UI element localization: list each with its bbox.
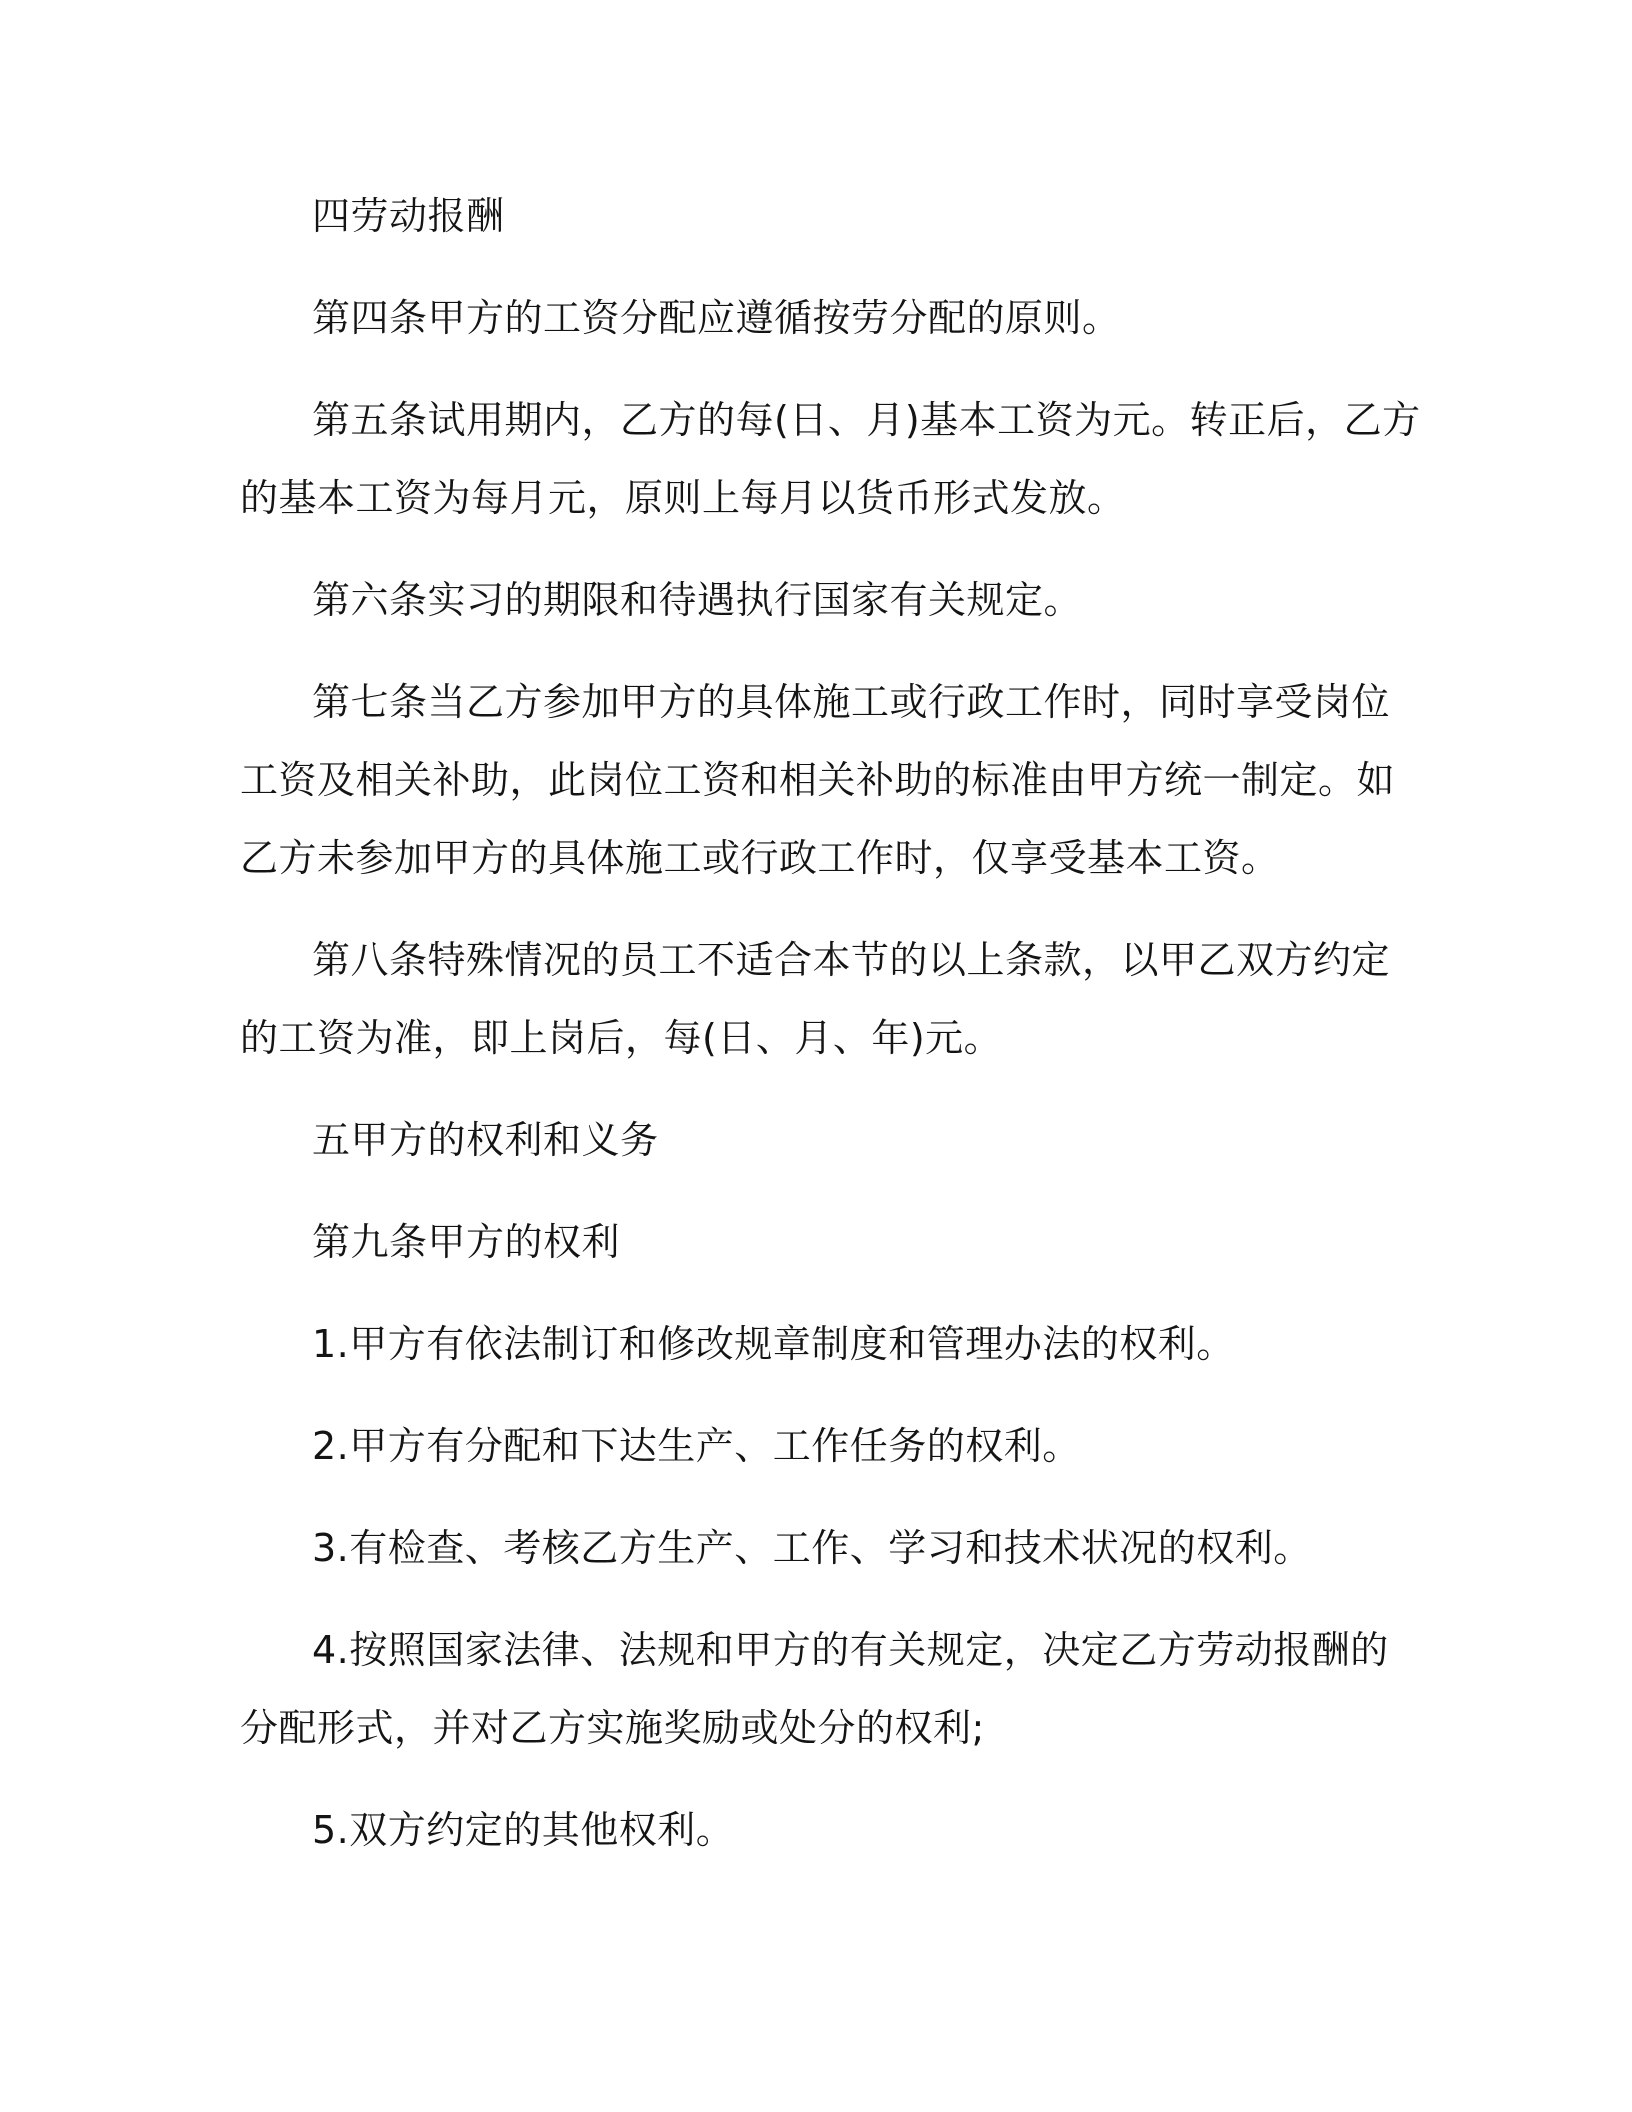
list-item-3: 3.有检查、考核乙方生产、工作、学习和技术状况的权利。 [312,1526,1312,1570]
article-5-line-1: 第五条试用期内，乙方的每(日、月)基本工资为元。转正后，乙方 [312,398,1421,442]
list-item-2: 2.甲方有分配和下达生产、工作任务的权利。 [312,1424,1081,1468]
article-6-line-1: 第六条实习的期限和待遇执行国家有关规定。 [312,578,1083,622]
article-7-line-1: 第七条当乙方参加甲方的具体施工或行政工作时，同时享受岗位 [312,680,1391,724]
article-8-line-2: 的工资为准，即上岗后，每(日、月、年)元。 [240,1016,1003,1060]
list-item-4-line-1: 4.按照国家法律、法规和甲方的有关规定，决定乙方劳动报酬的 [312,1628,1389,1672]
article-5-line-2: 的基本工资为每月元，原则上每月以货币形式发放。 [240,476,1126,520]
list-item-1: 1.甲方有依法制订和修改规章制度和管理办法的权利。 [312,1322,1235,1366]
section-heading-5: 五甲方的权利和义务 [312,1118,659,1162]
article-4-line-1: 第四条甲方的工资分配应遵循按劳分配的原则。 [312,296,1121,340]
article-7-line-2: 工资及相关补助，此岗位工资和相关补助的标准由甲方统一制定。如 [240,758,1396,802]
list-item-5: 5.双方约定的其他权利。 [312,1808,735,1852]
article-8-line-1: 第八条特殊情况的员工不适合本节的以上条款，以甲乙双方约定 [312,938,1391,982]
section-heading-4: 四劳动报酬 [312,194,505,238]
article-7-line-3: 乙方未参加甲方的具体施工或行政工作时，仅享受基本工资。 [240,836,1280,880]
list-item-4-line-2: 分配形式，并对乙方实施奖励或处分的权利; [240,1706,985,1750]
article-9-heading: 第九条甲方的权利 [312,1220,621,1264]
